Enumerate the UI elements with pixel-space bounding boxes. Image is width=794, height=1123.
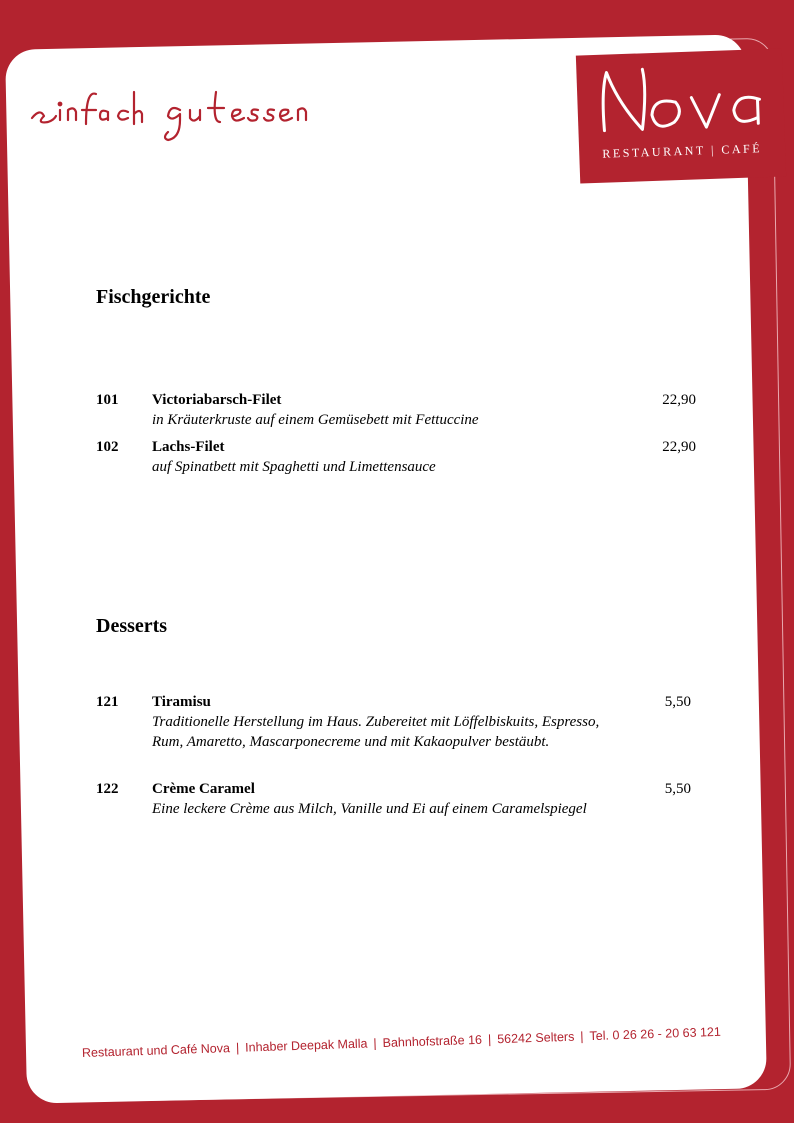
- item-description: in Kräuterkruste auf einem Gemüsebett mit Fettuccine: [152, 412, 479, 428]
- item-number: 121: [96, 694, 119, 710]
- item-name: Crème Caramel: [152, 781, 255, 797]
- footer-city: 56242 Selters: [496, 1029, 575, 1047]
- item-description: Traditionelle Herstellung im Haus. Zubereitet mit Löffelbiskuits, Espresso, Rum, Amaretto, Mascarponecreme und mit Kakaopulver bestäubt.: [152, 714, 600, 750]
- item-number: 102: [96, 439, 119, 455]
- footer-owner: Inhaber Deepak Malla: [244, 1036, 368, 1055]
- item-number: 122: [96, 781, 119, 797]
- logo-subtitle: RESTAURANT | CAFÉ: [602, 141, 763, 161]
- logo-wordmark: [590, 55, 773, 147]
- item-price: 5,50: [664, 694, 691, 710]
- brand-logo: [576, 48, 786, 183]
- footer-separator: |: [580, 1029, 584, 1044]
- item-number: 101: [96, 392, 119, 408]
- item-name: Lachs-Filet: [152, 439, 225, 455]
- footer-separator: |: [373, 1036, 377, 1051]
- tagline-logo: [28, 84, 318, 144]
- footer-separator: |: [235, 1040, 240, 1055]
- item-price: 5,50: [664, 781, 691, 797]
- footer-restaurant: Restaurant und Café Nova: [81, 1041, 231, 1060]
- section-title-fischgerichte: Fischgerichte: [96, 286, 211, 308]
- item-name: Tiramisu: [152, 694, 211, 710]
- section-title-desserts: Desserts: [96, 615, 168, 637]
- item-price: 22,90: [662, 392, 696, 408]
- item-name: Victoriabarsch-Filet: [152, 392, 282, 408]
- item-price: 22,90: [662, 439, 696, 455]
- footer-address: [82, 1023, 762, 1060]
- footer-street: Bahnhofstraße 16: [382, 1032, 483, 1051]
- item-description: auf Spinatbett mit Spaghetti und Limettensauce: [152, 459, 436, 475]
- footer-separator: |: [487, 1032, 492, 1047]
- footer-phone: Tel. 0 26 26 - 20 63 121: [589, 1024, 722, 1044]
- item-description: Eine leckere Crème aus Milch, Vanille und Ei auf einem Caramelspiegel: [152, 801, 587, 817]
